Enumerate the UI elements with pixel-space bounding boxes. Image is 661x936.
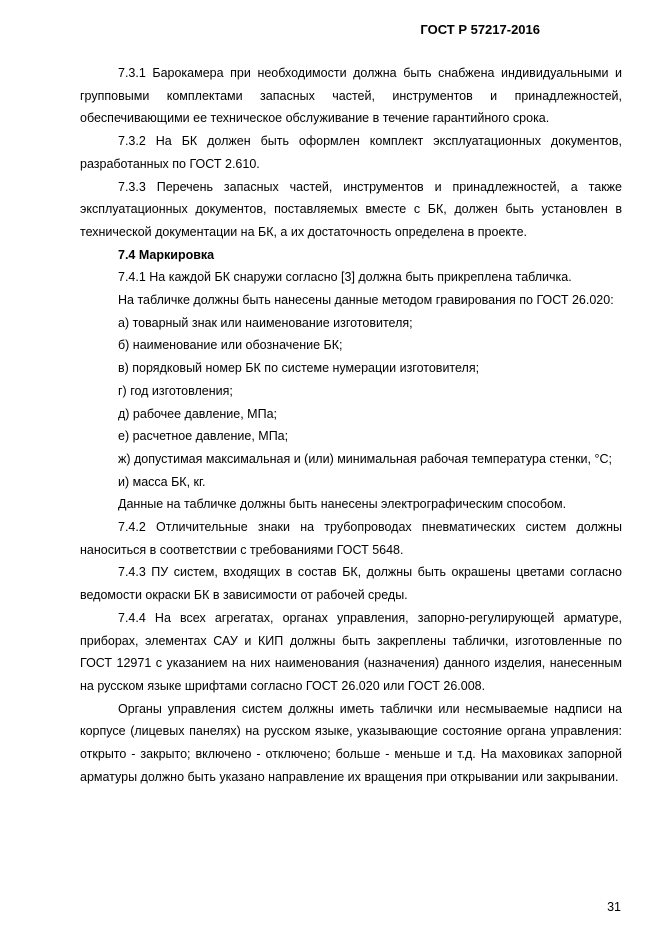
list-item: ж) допустимая максимальная и (или) минимальная рабочая температура стенки, °С; (118, 451, 612, 466)
paragraph-plate-intro: На табличке должны быть нанесены данные методом гравирования по ГОСТ 26.020: (118, 293, 614, 308)
paragraph-7-3-2: 7.3.2 На БК должен быть оформлен комплект эксплуатационных документов, разработанных по ГОСТ 2.610. (80, 134, 622, 171)
document-header: ГОСТ Р 57217-2016 (420, 22, 540, 37)
paragraph-7-4-1: 7.4.1 На каждой БК снаружи согласно [3] должна быть прикреплена табличка. (118, 270, 572, 285)
paragraph-7-4-4: 7.4.4 На всех агрегатах, органах управления, запорно-регулирующей арматуре, приборах, элементах САУ и КИП должны быть закреплены таблички, изготовленные по ГОСТ 12971 с указанием на них наименования (назначения) данного изделия, нанесенным на русском языке шрифтами согласно ГОСТ 26.020 или ГОСТ 26.008. (80, 610, 622, 693)
document-body (80, 62, 622, 789)
list-item: и) масса БК, кг. (118, 474, 206, 489)
section-heading-7-4: 7.4 Маркировка (118, 247, 215, 262)
paragraph-7-4-2: 7.4.2 Отличительные знаки на трубопроводах пневматических систем должны наноситься в соответствии с требованиями ГОСТ 5648. (80, 520, 622, 557)
list-item: в) порядковый номер БК по системе нумерации изготовителя; (118, 361, 480, 376)
list-item: е) расчетное давление, МПа; (118, 429, 289, 444)
paragraph-7-3-1: 7.3.1 Барокамера при необходимости должна быть снабжена индивидуальными и групповыми комплектами запасных частей, инструментов и принадлежностей, обеспечивающими ее техническое обслуживание в течение гарантийного срока. (80, 66, 622, 126)
paragraph-electrographic: Данные на табличке должны быть нанесены электрографическим способом. (118, 497, 567, 512)
list-item: б) наименование или обозначение БК; (118, 338, 343, 353)
list-item: а) товарный знак или наименование изготовителя; (118, 315, 413, 330)
list-item: д) рабочее давление, МПа; (118, 406, 278, 421)
paragraph-controls: Органы управления систем должны иметь таблички или несмываемые надписи на корпусе (лицевых панелях) на русском языке, указывающие состояние органа управления: открыто - закрыто; включено - отключено; больше - меньше и т.д. На маховиках запорной арматуры должно быть указано направление их вращения при открывании или закрывании. (80, 701, 622, 784)
paragraph-7-4-3: 7.4.3 ПУ систем, входящих в состав БК, должны быть окрашены цветами согласно ведомости окраски БК в зависимости от рабочей среды. (80, 565, 622, 603)
list-item: г) год изготовления; (118, 383, 233, 398)
paragraph-7-3-3: 7.3.3 Перечень запасных частей, инструментов и принадлежностей, а также эксплуатационных документов, поставляемых вместе с БК, должен быть установлен в технической документации на БК, а их достаточность определена в проекте. (80, 179, 622, 239)
page-number: 31 (607, 900, 621, 914)
